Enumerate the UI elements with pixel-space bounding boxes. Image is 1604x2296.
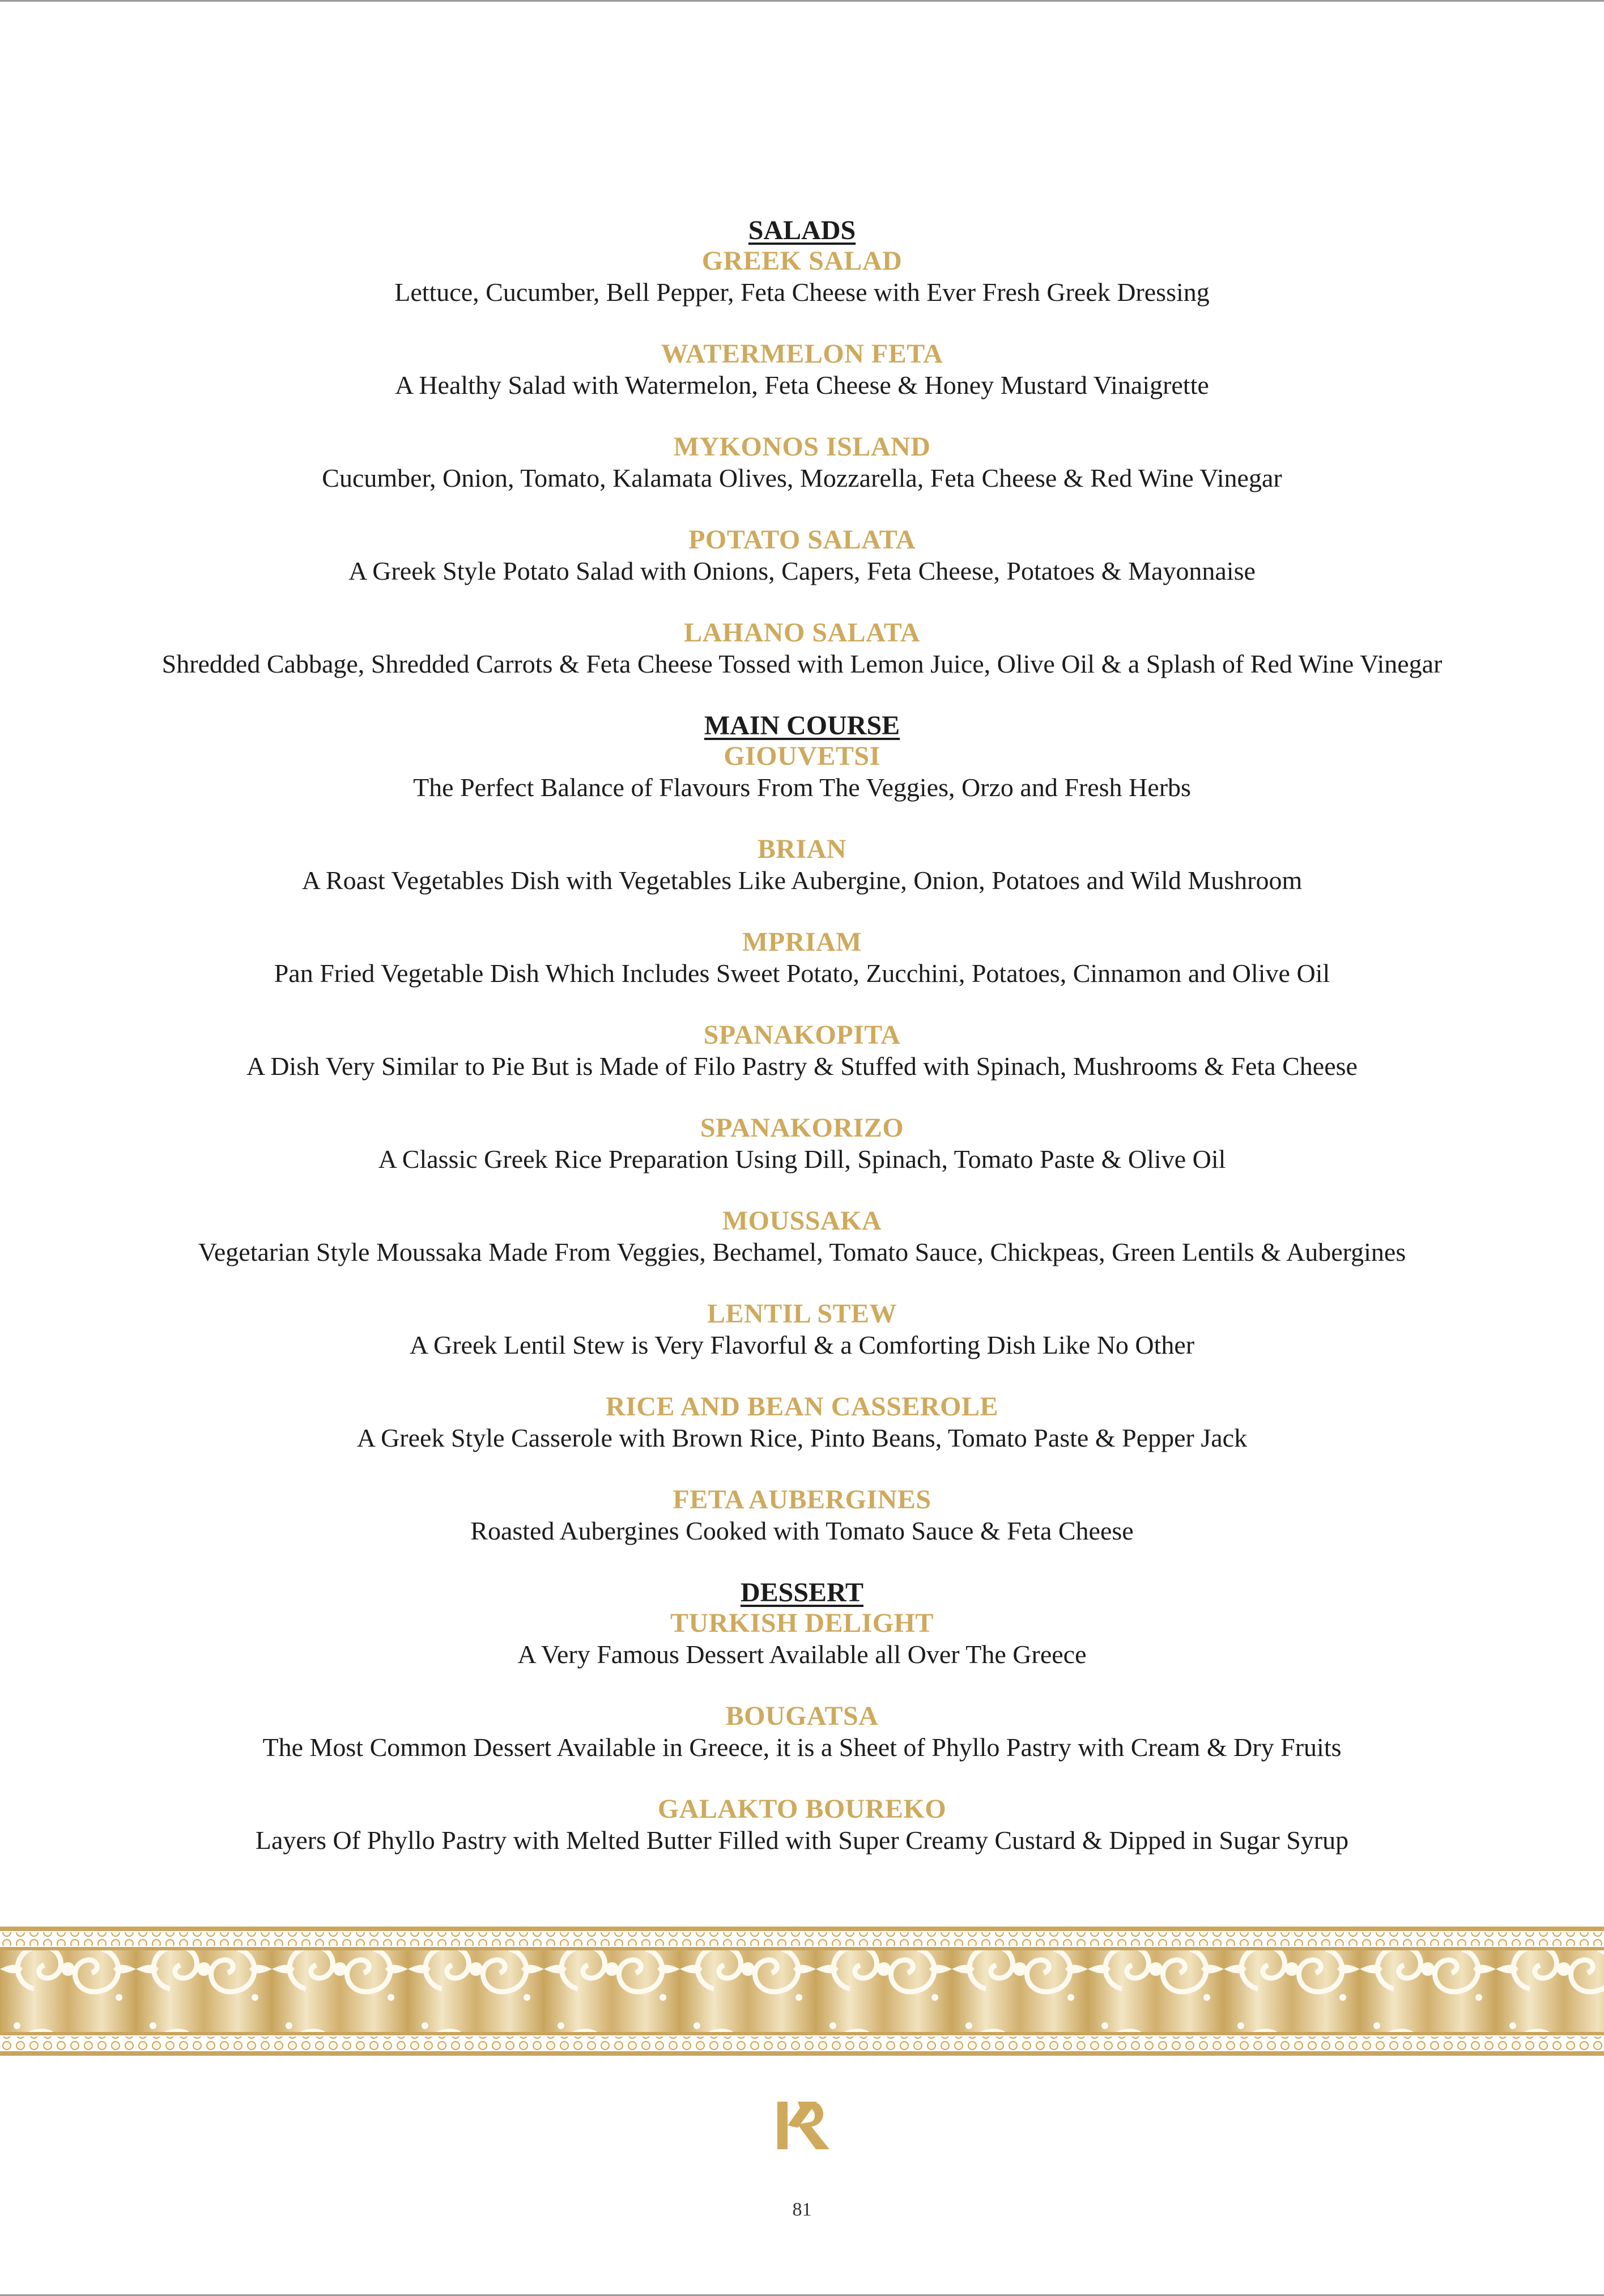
page-number: 81 [792,2199,812,2220]
menu-section [0,711,1604,1547]
menu-item-description: A Greek Style Casserole with Brown Rice, Pinto Beans, Tomato Paste & Pepper Jack [356,1423,1248,1452]
menu-item [0,1392,1604,1454]
menu-item-name: MOUSSAKA [722,1206,882,1236]
menu-item-name: GREEK SALAD [701,246,903,276]
menu-item-name: TURKISH DELIGHT [670,1608,934,1638]
section-title: MAIN COURSE [704,711,900,741]
gold-paisley-border [0,1927,1604,2056]
menu-item-description: The Perfect Balance of Flavours From The Veggies, Orzo and Fresh Herbs [413,773,1191,802]
menu-item [0,1794,1604,1856]
menu-item [0,1206,1604,1268]
menu-item [0,1701,1604,1763]
menu-item [0,927,1604,989]
menu-item-description: A Greek Style Potato Salad with Onions, Capers, Feta Cheese, Potatoes & Mayonnaise [348,556,1256,585]
menu-item-description: Vegetarian Style Moussaka Made From Veggies, Bechamel, Tomato Sauce, Chickpeas, Green Lentils & Aubergines [198,1238,1406,1266]
menu-item [0,525,1604,587]
menu-item-description: Shredded Cabbage, Shredded Carrots & Feta Cheese Tossed with Lemon Juice, Olive Oil & a Splash of Red Wine Vinegar [161,649,1443,678]
menu-item-name: MYKONOS ISLAND [673,432,931,462]
section-title: DESSERT [740,1578,864,1608]
menu-item-name: WATERMELON FETA [661,339,943,369]
menu-item [0,741,1604,803]
menu-item [0,339,1604,401]
menu-item-description: Lettuce, Cucumber, Bell Pepper, Feta Cheese with Ever Fresh Greek Dressing [394,278,1210,307]
menu-item-name: FETA AUBERGINES [673,1485,931,1515]
kr-monogram-icon [775,2099,832,2152]
menu-item-description: Pan Fried Vegetable Dish Which Includes Sweet Potato, Zucchini, Potatoes, Cinnamon and Olive Oil [274,959,1330,988]
menu-item-description: Layers Of Phyllo Pastry with Melted Butter Filled with Super Creamy Custard & Dipped in Sugar Syrup [255,1826,1349,1855]
menu-item [0,1299,1604,1361]
menu-item-name: GALAKTO BOUREKO [657,1794,947,1824]
menu-item [0,432,1604,494]
menu-item [0,618,1604,680]
menu-item [0,834,1604,896]
menu-item [0,1113,1604,1175]
menu-section [0,1578,1604,1856]
menu-item-name: MPRIAM [742,927,862,957]
menu-content [0,215,1604,1887]
menu-item-name: LENTIL STEW [707,1299,897,1329]
section-title: SALADS [748,215,856,245]
menu-item-description: A Healthy Salad with Watermelon, Feta Cheese & Honey Mustard Vinaigrette [395,371,1209,399]
menu-item-name: RICE AND BEAN CASSEROLE [606,1392,998,1422]
menu-item-description: Roasted Aubergines Cooked with Tomato Sauce & Feta Cheese [470,1516,1134,1545]
menu-item [0,1020,1604,1082]
menu-item-description: The Most Common Dessert Available in Greece, it is a Sheet of Phyllo Pastry with Cream & Dry Fruits [262,1733,1342,1762]
menu-section [0,215,1604,680]
menu-item [0,1608,1604,1670]
menu-item-description: A Roast Vegetables Dish with Vegetables Like Aubergine, Onion, Potatoes and Wild Mushroom [301,866,1303,895]
menu-item-name: POTATO SALATA [688,525,916,555]
menu-item [0,246,1604,308]
menu-item-name: SPANAKORIZO [700,1113,904,1143]
menu-item-name: BRIAN [757,834,847,864]
menu-item-name: LAHANO SALATA [684,618,920,648]
menu-item [0,1485,1604,1547]
menu-item-name: GIOUVETSI [724,741,880,771]
menu-item-description: A Greek Lentil Stew is Very Flavorful & a Comforting Dish Like No Other [409,1330,1195,1359]
menu-item-description: A Classic Greek Rice Preparation Using Dill, Spinach, Tomato Paste & Olive Oil [378,1145,1226,1173]
menu-item-description: A Very Famous Dessert Available all Over The Greece [517,1640,1087,1669]
menu-item-description: Cucumber, Onion, Tomato, Kalamata Olives, Mozzarella, Feta Cheese & Red Wine Vinegar [322,464,1282,492]
menu-item-name: BOUGATSA [725,1701,879,1731]
menu-item-description: A Dish Very Similar to Pie But is Made of Filo Pastry & Stuffed with Spinach, Mushrooms & Feta Cheese [246,1052,1358,1081]
menu-item-name: SPANAKOPITA [703,1020,901,1050]
